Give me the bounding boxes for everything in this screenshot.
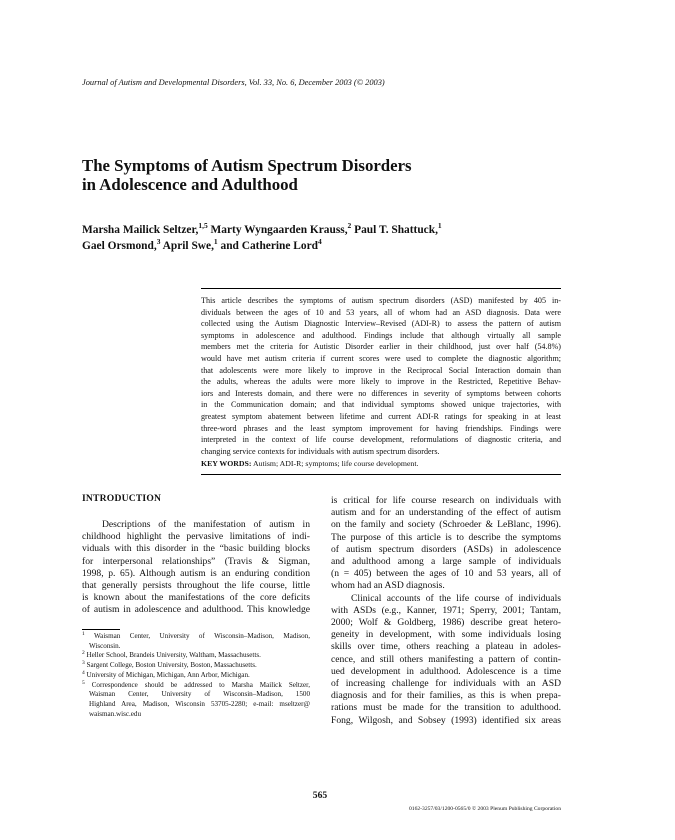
footnote-mark: 3 [82, 660, 85, 667]
author-affiliation-mark: 1 [213, 237, 218, 246]
author-affiliation-mark: 3 [156, 237, 161, 246]
body-line: geneity in development, with some individuals losing [331, 629, 561, 641]
title-line: The Symptoms of Autism Spectrum Disorders [82, 156, 412, 175]
copyright-line: 0162-3257/03/1200-0565/0 © 2003 Plenum Publishing Corporation [408, 806, 561, 812]
body-line: skills over time, others reaching a plateau in adoles- [331, 641, 561, 653]
body-line: Fong, Wilgosh, and Sobsey (1993) identified six areas [331, 714, 561, 726]
article-title [82, 156, 562, 194]
body-line: The purpose of this article is to describe the symptoms [331, 531, 561, 543]
footnote-line: Highland Area, Madison, Wisconsin 53705-2280; e-mail: mseltzer@ [89, 699, 310, 708]
abstract-line: interpreted in the context of life course development, reformulations of diagnostic criteria, and [201, 435, 561, 445]
footnote-mark: 4 [82, 669, 85, 676]
author-name: Marty Wyngaarden Krauss, [207, 224, 348, 236]
abstract-line: three-word phrases and the least symptom improvement for having friendships. Findings were [201, 423, 561, 433]
footnote-line: Waisman Center, University of Wisconsin–Madison, 1500 [89, 690, 310, 699]
keywords [201, 459, 561, 468]
abstract-line: would have met autism criteria if current scores were used to complete the diagnostic algorithm; [201, 353, 561, 363]
footnote-text: Correspondence should be addressed to Marsha Mailick Seltzer, [84, 680, 310, 689]
keywords-label: KEY WORDS: [201, 459, 252, 468]
abstract-line: dividuals between the ages of 10 and 53 years, all of whom had an ASD diagnosis. Data were [201, 307, 561, 317]
body-line: is known about the manifestations of the core deficits [82, 592, 310, 604]
abstract-line: changing service contexts for individuals with autism spectrum disorders. [201, 446, 440, 456]
author-affiliation-mark: 1,5 [198, 221, 208, 230]
author-affiliation-mark: 1 [437, 221, 442, 230]
body-line: is critical for life course research on individuals with [331, 495, 561, 506]
body-line: that generally persists throughout the life course, little [82, 580, 310, 592]
author-list [82, 222, 582, 254]
abstract-line: the adults, whereas the adults were more likely to improve in the Restricted, Repetitive Behav- [201, 377, 561, 387]
abstract-line: greatest symptom abatement between lifetime and current ADI-R ratings for speaking in at least [201, 411, 561, 421]
footnote-text: University of Michigan, Michigan, Ann Arbor, Michigan. [84, 670, 250, 679]
body-line: Clinical accounts of the life course of individuals [351, 592, 561, 604]
footnote-text: Heller School, Brandeis University, Waltham, Massachusetts. [84, 651, 261, 660]
author-affiliation-mark: 2 [347, 221, 352, 230]
body-line: whom had an ASD diagnosis. [331, 580, 445, 592]
footnote-text: Waisman Center, University of Wisconsin–Madison, Madison, [84, 632, 310, 640]
abstract-line: symptoms in adolescence and adulthood. Findings include that although virtually all sample [201, 330, 561, 340]
section-heading: INTRODUCTION [82, 493, 162, 504]
footnote-text: Sargent College, Boston University, Boston, Massachusetts. [84, 661, 257, 670]
body-line: of autism spectrum disorders (ASDs) in adolescence [331, 543, 561, 555]
footnote-mark: 1 [82, 631, 85, 637]
footnote-line [82, 632, 310, 642]
body-line: viduals with this disorder in the “basic building blocks [82, 543, 310, 555]
abstract-line: in the Communication domain; and that individual symptoms showed unique trajectories, with [201, 400, 561, 410]
footnote-line: Wisconsin. [89, 641, 121, 650]
footnote-line [82, 661, 310, 671]
footnote-line [82, 651, 310, 661]
footnotes [82, 632, 310, 719]
footnote-line [82, 671, 310, 681]
left-column-text [82, 519, 310, 617]
body-line: of increasing challenge for individuals with an ASD [331, 678, 561, 690]
author-name: and Catherine Lord [217, 240, 318, 252]
footnote-line: waisman.wisc.edu [89, 709, 142, 718]
page-number: 565 [312, 790, 328, 801]
body-line: autism and for an understanding of the effect of autism [331, 507, 561, 519]
abstract-top-rule [201, 288, 561, 289]
body-line: for interpersonal relationships” (Travis & Sigman, [82, 555, 310, 567]
author-name: Marsha Mailick Seltzer, [82, 224, 199, 236]
body-line: childhood highlight the pervasive limitations of indi- [82, 531, 310, 543]
abstract-line: iors and Interests domain, and there were no differences in severity of symptoms between cohorts [201, 388, 561, 398]
abstract-line: members met the criteria for Autistic Disorder earlier in their childhood, just over half (54.8%) [201, 342, 561, 352]
keywords-text: Autism; ADI-R; symptoms; life course development. [251, 459, 419, 468]
body-line: rations must be made for the transition to adulthood. [331, 702, 561, 714]
author-name: April Swe, [160, 240, 214, 252]
body-line: with ASDs (e.g., Kanner, 1971; Sperry, 2001; Tantam, [331, 604, 561, 616]
abstract-bottom-rule [201, 474, 561, 475]
body-line: 2000; Wolf & Goldberg, 1986) describe great hetero- [331, 617, 561, 629]
body-line: of autism in adolescence and adulthood. This knowledge [82, 604, 310, 616]
body-line: cence, and still others manifesting a pattern of contin- [331, 653, 561, 665]
abstract-line: This article describes the symptoms of autism spectrum disorders (ASD) manifested by 405 in- [201, 296, 561, 305]
right-column-text [331, 495, 561, 727]
body-line: Descriptions of the manifestation of autism in [102, 519, 310, 530]
body-line: (n = 405) between the ages of 10 and 53 years, all of [331, 568, 561, 580]
body-line: ued development in adulthood. Adolescence is a time [331, 665, 561, 677]
author-line [82, 222, 582, 238]
footnote-rule [82, 629, 120, 630]
journal-citation: Journal of Autism and Developmental Disorders, Vol. 33, No. 6, December 2003 (© 2003) [82, 78, 385, 87]
footnote-line [82, 681, 310, 691]
body-line: on the family and society (Schroeder & LeBlanc, 1996). [331, 519, 561, 531]
author-name: Paul T. Shattuck, [351, 224, 438, 236]
abstract-line: collected using the Autism Diagnostic Interview–Revised (ADI-R) to assess the pattern of autism [201, 319, 561, 329]
footnote-mark: 2 [82, 650, 85, 657]
body-line: and adulthood among a large sample of individuals [331, 556, 561, 568]
body-line: diagnosis and for their families, as this is when prepa- [331, 690, 561, 702]
author-affiliation-mark: 4 [317, 237, 322, 246]
title-line: in Adolescence and Adulthood [82, 175, 298, 194]
abstract [201, 295, 561, 457]
abstract-line: that adolescents were more likely to improve in the Reciprocal Social Interaction domain than [201, 365, 561, 375]
author-name: Gael Orsmond, [82, 240, 157, 252]
footnote-mark: 5 [82, 679, 85, 686]
body-line: 1998, p. 65). Although autism is an enduring condition [82, 567, 310, 579]
author-line [82, 238, 582, 254]
